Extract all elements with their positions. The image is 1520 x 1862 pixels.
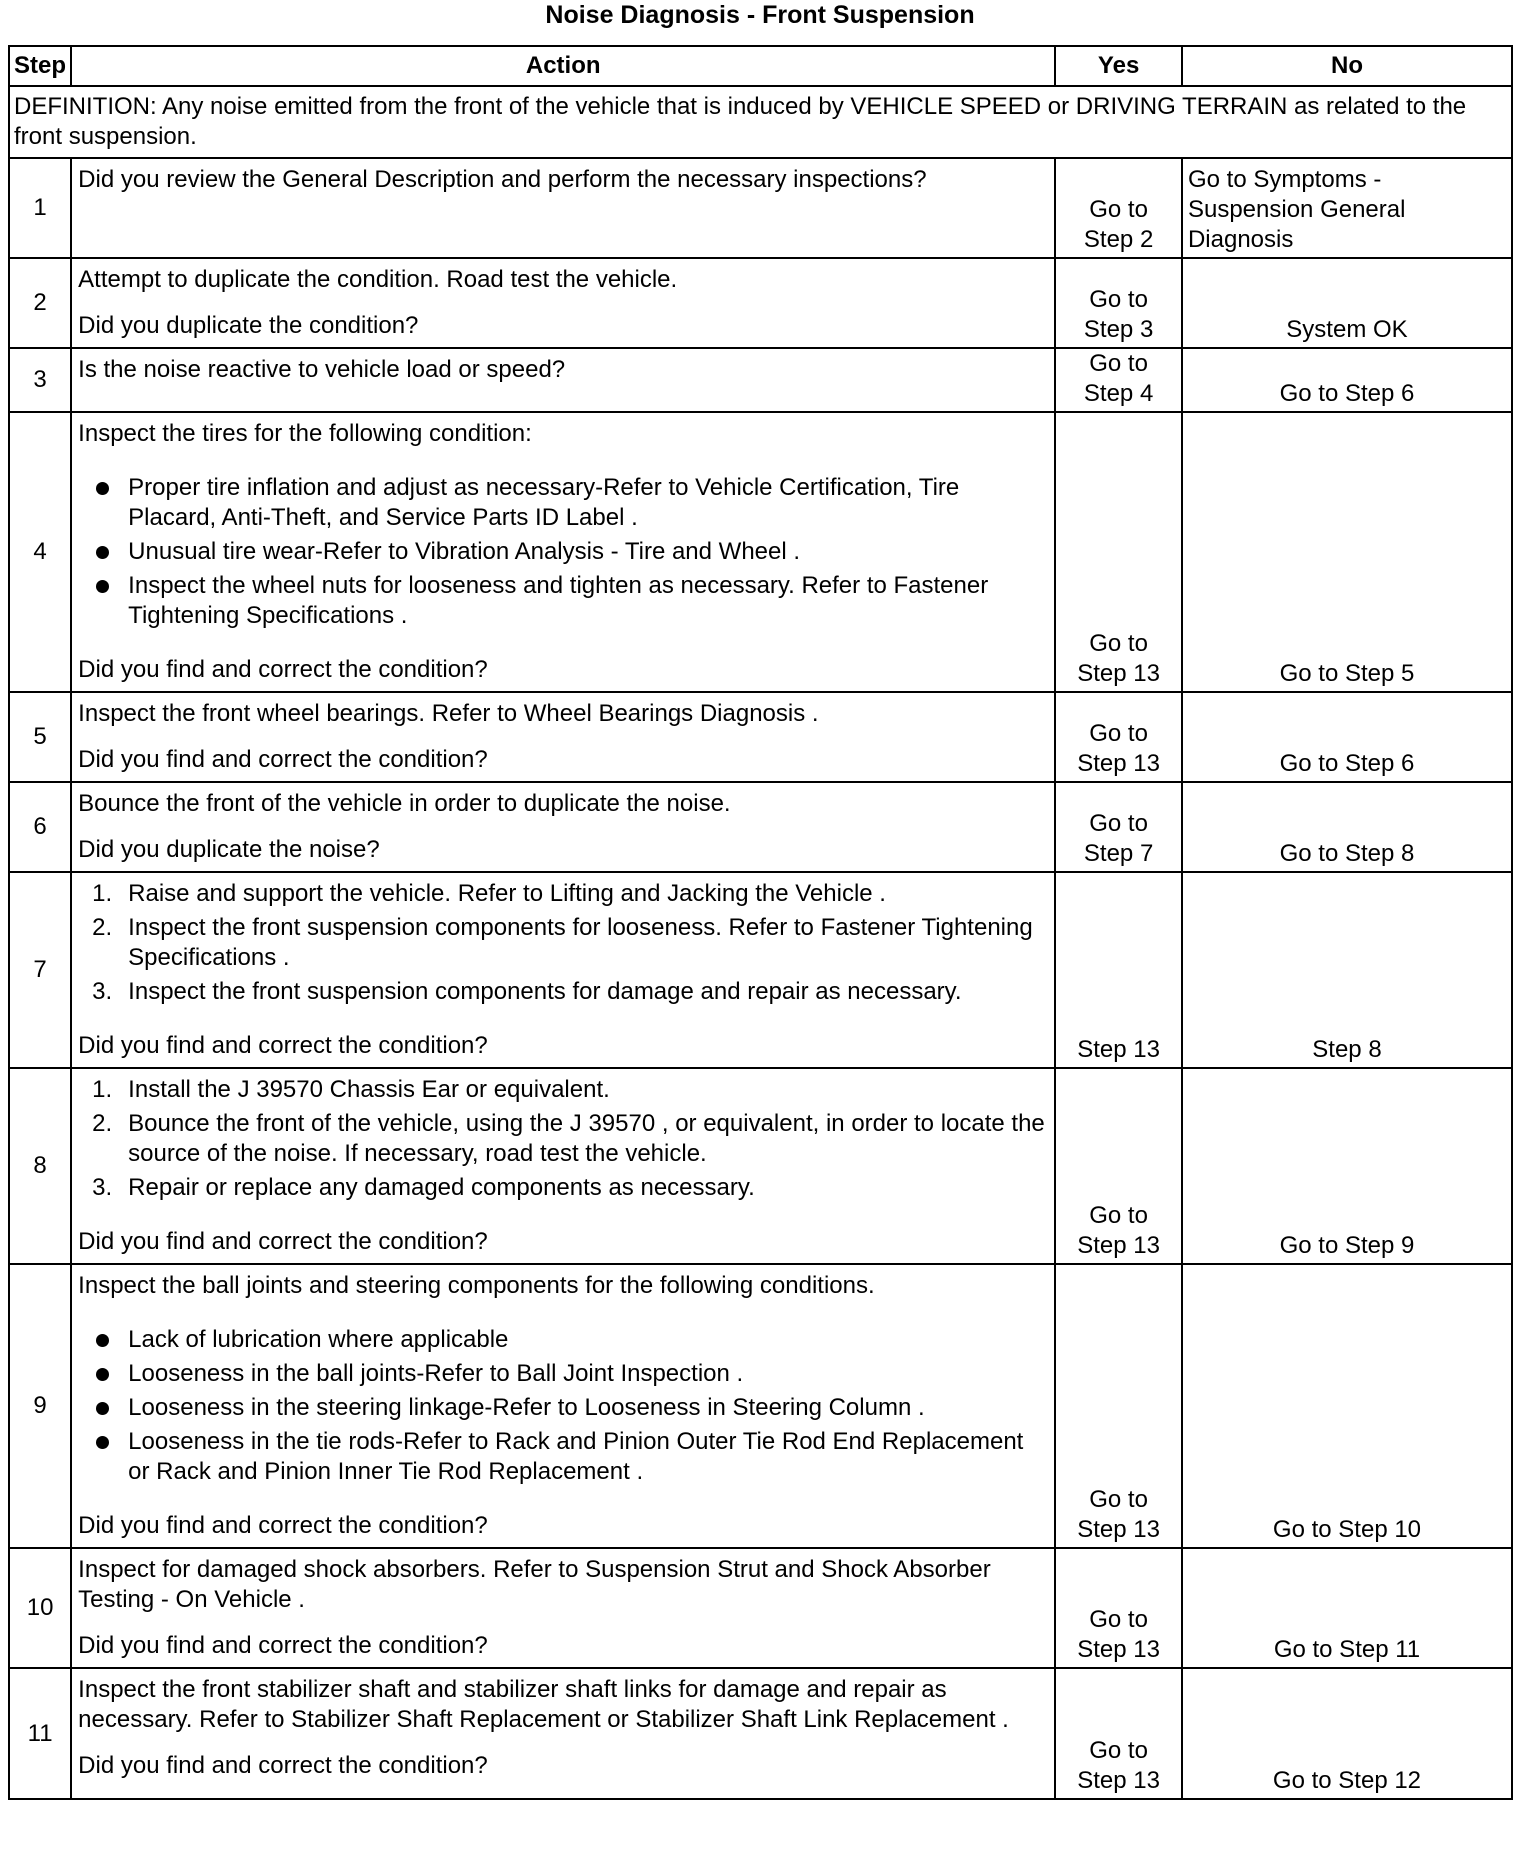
step-number: 8 xyxy=(9,1068,71,1264)
list-item xyxy=(78,977,1048,1007)
action-cell xyxy=(71,1668,1055,1799)
yes-result: Go to Step 7 xyxy=(1055,782,1182,872)
no-result: Go to Symptoms - Suspension General Diagnosis xyxy=(1182,158,1512,258)
list-item-text: Repair or replace any damaged components as necessary. xyxy=(128,1174,755,1201)
action-cell xyxy=(71,1264,1055,1548)
no-result: Go to Step 9 xyxy=(1182,1068,1512,1264)
action-cell xyxy=(71,348,1055,412)
list-number: 2. xyxy=(92,1110,113,1137)
table-row xyxy=(9,1548,1512,1668)
no-result: Go to Step 8 xyxy=(1182,782,1512,872)
action-instruction: Is the noise reactive to vehicle load or speed? xyxy=(78,356,566,383)
yes-result: Go to Step 13 xyxy=(1055,1668,1182,1799)
list-item-text: Looseness in the ball joints-Refer to Ball Joint Inspection . xyxy=(128,1360,744,1387)
list-item-text: Inspect the wheel nuts for looseness and tighten as necessary. Refer to Fastener Tightening Specifications . xyxy=(128,572,989,629)
action-cell xyxy=(71,872,1055,1068)
action-question: Did you duplicate the condition? xyxy=(78,312,419,339)
bullet-icon xyxy=(96,580,109,593)
action-instruction: Inspect the ball joints and steering components for the following conditions. xyxy=(78,1272,875,1299)
yes-result: Go to Step 13 xyxy=(1055,1068,1182,1264)
list-item xyxy=(78,1173,1048,1203)
list-number: 3. xyxy=(92,1174,113,1201)
step-number: 4 xyxy=(9,412,71,692)
yes-result: Go to Step 2 xyxy=(1055,158,1182,258)
header-no: No xyxy=(1182,46,1512,86)
list-item-text: Lack of lubrication where applicable xyxy=(128,1326,509,1353)
step-number: 3 xyxy=(9,348,71,412)
list-item-text: Unusual tire wear-Refer to Vibration Analysis - Tire and Wheel . xyxy=(128,538,801,565)
list-item xyxy=(78,473,1048,533)
action-cell xyxy=(71,1548,1055,1668)
action-instruction: Inspect for damaged shock absorbers. Refer to Suspension Strut and Shock Absorber Testing - On Vehicle . xyxy=(78,1556,991,1613)
action-cell xyxy=(71,412,1055,692)
list-item-text: Looseness in the steering linkage-Refer to Looseness in Steering Column . xyxy=(128,1394,925,1421)
no-result: Go to Step 10 xyxy=(1182,1264,1512,1548)
page-title: Noise Diagnosis - Front Suspension xyxy=(545,1,975,29)
header-action: Action xyxy=(71,46,1055,86)
action-cell xyxy=(71,158,1055,258)
step-number: 9 xyxy=(9,1264,71,1548)
list-item xyxy=(78,1325,1048,1355)
bullet-icon xyxy=(96,546,109,559)
yes-result: Step 13 xyxy=(1055,872,1182,1068)
list-item xyxy=(78,1109,1048,1169)
action-question: Did you find and correct the condition? xyxy=(78,1512,488,1539)
action-instruction: Inspect the front stabilizer shaft and stabilizer shaft links for damage and repair as necessary. Refer to Stabilizer Shaft Replacement or Stabilizer Shaft Link Replacement . xyxy=(78,1676,1009,1733)
action-question: Did you find and correct the condition? xyxy=(78,1632,488,1659)
yes-result: Go to Step 13 xyxy=(1055,1264,1182,1548)
header-step: Step xyxy=(9,46,71,86)
step-number: 1 xyxy=(9,158,71,258)
definition-text: DEFINITION: Any noise emitted from the front of the vehicle that is induced by VEHICLE SPEED or DRIVING TERRAIN as related to the front suspension. xyxy=(9,86,1512,158)
step-number: 10 xyxy=(9,1548,71,1668)
action-question: Did you duplicate the noise? xyxy=(78,836,380,863)
list-item-text: Bounce the front of the vehicle, using the J 39570 , or equivalent, in order to locate the source of the noise. If necessary, road test the vehicle. xyxy=(128,1110,1045,1167)
action-cell xyxy=(71,258,1055,348)
action-instruction: Inspect the front wheel bearings. Refer to Wheel Bearings Diagnosis . xyxy=(78,700,819,727)
list-item xyxy=(78,1393,1048,1423)
list-number: 1. xyxy=(92,880,113,907)
list-item-text: Inspect the front suspension components for looseness. Refer to Fastener Tightening Specifications . xyxy=(128,914,1033,971)
list-item xyxy=(78,571,1048,631)
action-cell xyxy=(71,692,1055,782)
step-number: 2 xyxy=(9,258,71,348)
action-cell xyxy=(71,1068,1055,1264)
yes-result: Go to Step 13 xyxy=(1055,692,1182,782)
yes-result: Go to Step 4 xyxy=(1055,348,1182,412)
list-item xyxy=(78,913,1048,973)
no-result: Go to Step 6 xyxy=(1182,348,1512,412)
bullet-list xyxy=(78,473,1048,631)
no-result: Go to Step 12 xyxy=(1182,1668,1512,1799)
no-result: Step 8 xyxy=(1182,872,1512,1068)
bullet-icon xyxy=(96,482,109,495)
no-result: Go to Step 6 xyxy=(1182,692,1512,782)
step-number: 6 xyxy=(9,782,71,872)
step-number: 11 xyxy=(9,1668,71,1799)
bullet-list xyxy=(78,1325,1048,1487)
list-item-text: Looseness in the tie rods-Refer to Rack and Pinion Outer Tie Rod End Replacement or Rack and Pinion Inner Tie Rod Replacement . xyxy=(128,1428,1024,1485)
action-instruction: Bounce the front of the vehicle in order to duplicate the noise. xyxy=(78,790,731,817)
action-question: Did you find and correct the condition? xyxy=(78,1228,488,1255)
no-result: Go to Step 5 xyxy=(1182,412,1512,692)
list-item xyxy=(78,537,1048,567)
action-instruction: Attempt to duplicate the condition. Road test the vehicle. xyxy=(78,266,678,293)
bullet-icon xyxy=(96,1402,109,1415)
bullet-icon xyxy=(96,1436,109,1449)
list-item xyxy=(78,1359,1048,1389)
table-row xyxy=(9,348,1512,412)
list-item-text: Inspect the front suspension components for damage and repair as necessary. xyxy=(128,978,962,1005)
bullet-icon xyxy=(96,1334,109,1347)
header-row xyxy=(9,46,1512,86)
bullet-icon xyxy=(96,1368,109,1381)
list-number: 3. xyxy=(92,978,113,1005)
list-item-text: Install the J 39570 Chassis Ear or equivalent. xyxy=(128,1076,610,1103)
action-instruction: Inspect the tires for the following condition: xyxy=(78,420,532,447)
action-instruction: Did you review the General Description and perform the necessary inspections? xyxy=(78,166,927,193)
step-number: 7 xyxy=(9,872,71,1068)
table-row xyxy=(9,872,1512,1068)
action-cell xyxy=(71,782,1055,872)
action-question: Did you find and correct the condition? xyxy=(78,1752,488,1779)
step-number: 5 xyxy=(9,692,71,782)
numbered-list xyxy=(78,1075,1048,1203)
table-row xyxy=(9,692,1512,782)
action-question: Did you find and correct the condition? xyxy=(78,746,488,773)
list-item-text: Proper tire inflation and adjust as necessary-Refer to Vehicle Certification, Tire Placard, Anti-Theft, and Service Parts ID Label . xyxy=(128,474,960,531)
yes-result: Go to Step 3 xyxy=(1055,258,1182,348)
table-row xyxy=(9,1264,1512,1548)
table-row xyxy=(9,412,1512,692)
list-number: 2. xyxy=(92,914,113,941)
numbered-list xyxy=(78,879,1048,1007)
no-result: System OK xyxy=(1182,258,1512,348)
action-question: Did you find and correct the condition? xyxy=(78,1032,488,1059)
table-row xyxy=(9,1068,1512,1264)
diagnosis-table xyxy=(8,45,1513,1800)
no-result: Go to Step 11 xyxy=(1182,1548,1512,1668)
yes-result: Go to Step 13 xyxy=(1055,412,1182,692)
table-row xyxy=(9,258,1512,348)
table-row xyxy=(9,158,1512,258)
list-number: 1. xyxy=(92,1076,113,1103)
list-item-text: Raise and support the vehicle. Refer to Lifting and Jacking the Vehicle . xyxy=(128,880,886,907)
definition-row xyxy=(9,86,1512,158)
table-row xyxy=(9,1668,1512,1799)
list-item xyxy=(78,879,1048,909)
header-yes: Yes xyxy=(1055,46,1182,86)
table-row xyxy=(9,782,1512,872)
yes-result: Go to Step 13 xyxy=(1055,1548,1182,1668)
action-question: Did you find and correct the condition? xyxy=(78,656,488,683)
list-item xyxy=(78,1075,1048,1105)
list-item xyxy=(78,1427,1048,1487)
